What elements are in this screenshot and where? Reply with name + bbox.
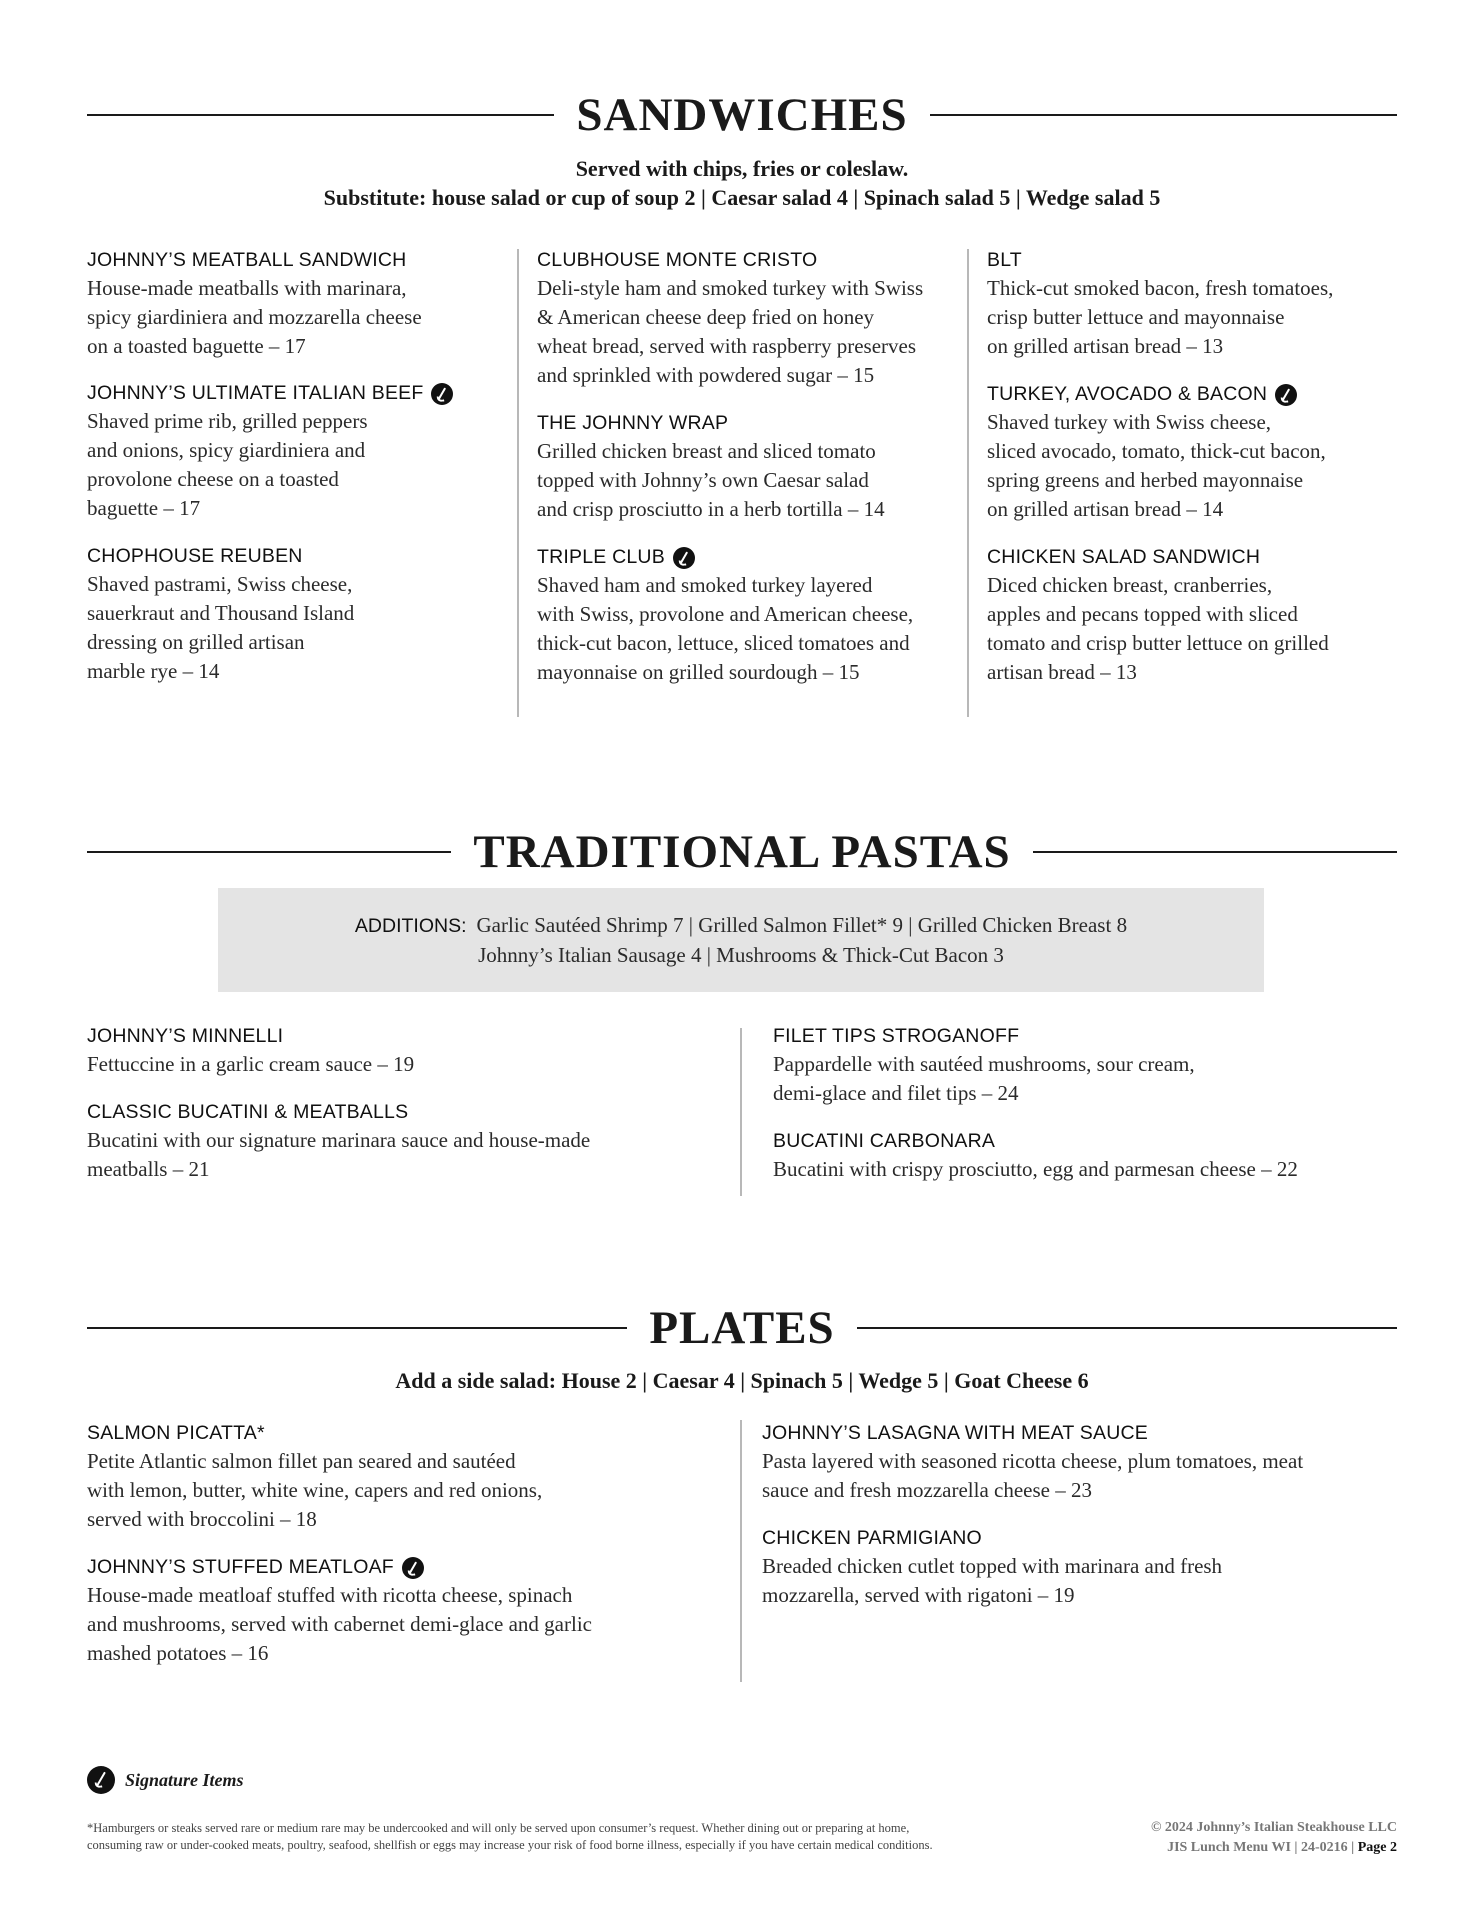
item-description: Shaved prime rib, grilled peppers and onions, spicy giardiniera and provolone cheese on a toasted baguette – 17 bbox=[87, 409, 368, 520]
item-description: House-made meatloaf stuffed with ricotta cheese, spinach and mushrooms, served with cabernet demi-glace and garlic mashed potatoes – 16 bbox=[87, 1583, 592, 1665]
item-description: Shaved ham and smoked turkey layered with Swiss, provolone and American cheese, thick-cut bacon, lettuce, sliced tomatoes and mayonnaise on grilled sourdough – 15 bbox=[537, 573, 914, 684]
legend-label: Signature Items bbox=[125, 1769, 244, 1790]
menu-item bbox=[773, 1128, 1413, 1184]
item-description: Breaded chicken cutlet topped with marinara and fresh mozzarella, served with rigatoni – 19 bbox=[762, 1554, 1223, 1607]
item-name: CLUBHOUSE MONTE CRISTO bbox=[537, 249, 818, 271]
additions-list: Garlic Sautéed Shrimp 7 | Grilled Salmon Fillet* 9 | Grilled Chicken Breast 8 bbox=[476, 912, 1128, 937]
item-name-row bbox=[87, 1554, 737, 1581]
section-title: PLATES bbox=[649, 1302, 835, 1354]
item-name: THE JOHNNY WRAP bbox=[537, 412, 729, 434]
menu-item bbox=[87, 543, 507, 686]
copyright-block bbox=[1151, 1818, 1397, 1858]
pastas-header bbox=[87, 822, 1397, 882]
section-title: SANDWICHES bbox=[576, 89, 908, 141]
item-name: TURKEY, AVOCADO & BACON bbox=[987, 383, 1268, 405]
signature-j-icon bbox=[431, 383, 453, 405]
sandwiches-column-2 bbox=[537, 247, 967, 707]
item-name: JOHNNY’S MEATBALL SANDWICH bbox=[87, 249, 407, 271]
additions-label: ADDITIONS: bbox=[354, 914, 467, 937]
copyright: © 2024 Johnny’s Italian Steakhouse LLC bbox=[1150, 1820, 1397, 1835]
item-name: CHOPHOUSE REUBEN bbox=[87, 545, 303, 567]
item-name: CHICKEN PARMIGIANO bbox=[762, 1527, 982, 1549]
plates-header bbox=[87, 1298, 1397, 1358]
item-description: Bucatini with crispy prosciutto, egg and parmesan cheese – 22 bbox=[773, 1157, 1298, 1181]
column-divider bbox=[517, 249, 519, 717]
item-description: Thick-cut smoked bacon, fresh tomatoes, crisp butter lettuce and mayonnaise on grilled artisan bread – 13 bbox=[987, 276, 1334, 358]
plates-column-2 bbox=[762, 1420, 1412, 1630]
section-title: TRADITIONAL PASTAS bbox=[473, 826, 1011, 878]
divider bbox=[87, 851, 451, 853]
column-divider bbox=[740, 1420, 742, 1682]
item-description: Pappardelle with sautéed mushrooms, sour cream, demi-glace and filet tips – 24 bbox=[773, 1052, 1195, 1105]
item-description: Fettuccine in a garlic cream sauce – 19 bbox=[87, 1052, 415, 1076]
item-description: Petite Atlantic salmon fillet pan seared and sautéed with lemon, butter, white wine, capers and red onions, served with broccolini – 18 bbox=[87, 1449, 543, 1531]
menu-item bbox=[537, 544, 967, 687]
menu-item bbox=[87, 1554, 737, 1668]
additions-line-1 bbox=[355, 911, 1127, 941]
additions-line-2: Johnny’s Italian Sausage 4 | Mushrooms & Thick-Cut Bacon 3 bbox=[478, 942, 1004, 967]
menu-item bbox=[87, 247, 507, 361]
menu-item bbox=[87, 1420, 737, 1534]
column-divider bbox=[740, 1028, 742, 1196]
sandwiches-note: Served with chips, fries or coleslaw. bbox=[575, 156, 909, 181]
menu-item bbox=[987, 381, 1407, 524]
item-name: SALMON PICATTA* bbox=[87, 1422, 265, 1444]
divider bbox=[87, 114, 554, 116]
pastas-column-1 bbox=[87, 1023, 737, 1204]
menu-item bbox=[87, 1099, 737, 1184]
additions-box bbox=[218, 888, 1264, 992]
item-name: CLASSIC BUCATINI & MEATBALLS bbox=[87, 1101, 409, 1123]
signature-j-icon bbox=[87, 1766, 115, 1794]
sandwiches-substitute-note: Substitute: house salad or cup of soup 2 | Caesar salad 4 | Spinach salad 5 | Wedge salad 5 bbox=[323, 185, 1161, 210]
sandwiches-header bbox=[87, 85, 1397, 145]
divider bbox=[1033, 851, 1397, 853]
side-salad-note: Add a side salad: House 2 | Caesar 4 | Spinach 5 | Wedge 5 | Goat Cheese 6 bbox=[395, 1368, 1089, 1393]
menu-item bbox=[537, 410, 967, 524]
page-number: Page 2 bbox=[1357, 1840, 1397, 1855]
menu-item bbox=[762, 1525, 1412, 1610]
item-name: BLT bbox=[987, 249, 1022, 271]
signature-j-icon bbox=[1275, 384, 1297, 406]
menu-code-line bbox=[1151, 1838, 1397, 1858]
sandwiches-column-3 bbox=[987, 247, 1407, 707]
item-name-row bbox=[87, 380, 507, 407]
signature-j-icon bbox=[402, 1557, 424, 1579]
divider bbox=[857, 1327, 1397, 1329]
plates-column-1 bbox=[87, 1420, 737, 1688]
column-divider bbox=[967, 249, 969, 717]
pastas-column-2 bbox=[773, 1023, 1413, 1204]
menu-item bbox=[87, 1023, 737, 1079]
menu-code: JIS Lunch Menu WI | 24-0216 | bbox=[1167, 1840, 1358, 1855]
item-name-row bbox=[537, 544, 967, 571]
divider bbox=[87, 1327, 627, 1329]
item-description: Shaved turkey with Swiss cheese, sliced avocado, tomato, thick-cut bacon, spring greens and herbed mayonnaise on grilled artisan bread – 14 bbox=[987, 410, 1326, 521]
menu-item bbox=[87, 380, 507, 523]
menu-item bbox=[537, 247, 967, 390]
divider bbox=[930, 114, 1397, 116]
menu-item bbox=[773, 1023, 1413, 1108]
consumer-advisory: *Hamburgers or steaks served rare or medium rare may be undercooked and will only be served upon consumer’s request. Whether dining out or preparing at home, consuming raw or under-cooked meats, poultry, seafood, shellfish or eggs may increase your risk of food borne illness, especially if you have certain medical conditions. bbox=[87, 1821, 933, 1852]
item-name: FILET TIPS STROGANOFF bbox=[773, 1025, 1020, 1047]
item-description: Pasta layered with seasoned ricotta cheese, plum tomatoes, meat sauce and fresh mozzarella cheese – 23 bbox=[762, 1449, 1304, 1502]
item-name: CHICKEN SALAD SANDWICH bbox=[987, 546, 1261, 568]
item-description: Grilled chicken breast and sliced tomato topped with Johnny’s own Caesar salad and crisp prosciutto in a herb tortilla – 14 bbox=[537, 439, 885, 521]
signature-legend bbox=[87, 1766, 244, 1794]
menu-item bbox=[987, 247, 1407, 361]
menu-item bbox=[987, 544, 1407, 687]
menu-item bbox=[762, 1420, 1412, 1505]
signature-j-icon bbox=[673, 547, 695, 569]
item-description: Diced chicken breast, cranberries, apples and pecans topped with sliced tomato and crisp butter lettuce on grilled artisan bread – 13 bbox=[987, 573, 1329, 684]
item-name-row bbox=[987, 381, 1407, 408]
item-name: JOHNNY’S LASAGNA WITH MEAT SAUCE bbox=[762, 1422, 1148, 1444]
item-name: JOHNNY’S MINNELLI bbox=[87, 1025, 284, 1047]
item-description: Deli-style ham and smoked turkey with Swiss & American cheese deep fried on honey wheat bread, served with raspberry preserves and sprinkled with powdered sugar – 15 bbox=[537, 276, 924, 387]
item-description: Shaved pastrami, Swiss cheese, sauerkraut and Thousand Island dressing on grilled artisan marble rye – 14 bbox=[87, 572, 355, 683]
item-name: BUCATINI CARBONARA bbox=[773, 1130, 996, 1152]
item-name: JOHNNY’S STUFFED MEATLOAF bbox=[87, 1556, 394, 1578]
sandwiches-column-1 bbox=[87, 247, 507, 706]
item-description: Bucatini with our signature marinara sauce and house-made meatballs – 21 bbox=[87, 1128, 591, 1181]
item-name: JOHNNY’S ULTIMATE ITALIAN BEEF bbox=[87, 382, 424, 404]
item-description: House-made meatballs with marinara, spicy giardiniera and mozzarella cheese on a toasted baguette – 17 bbox=[87, 276, 422, 358]
item-name: TRIPLE CLUB bbox=[537, 546, 665, 568]
